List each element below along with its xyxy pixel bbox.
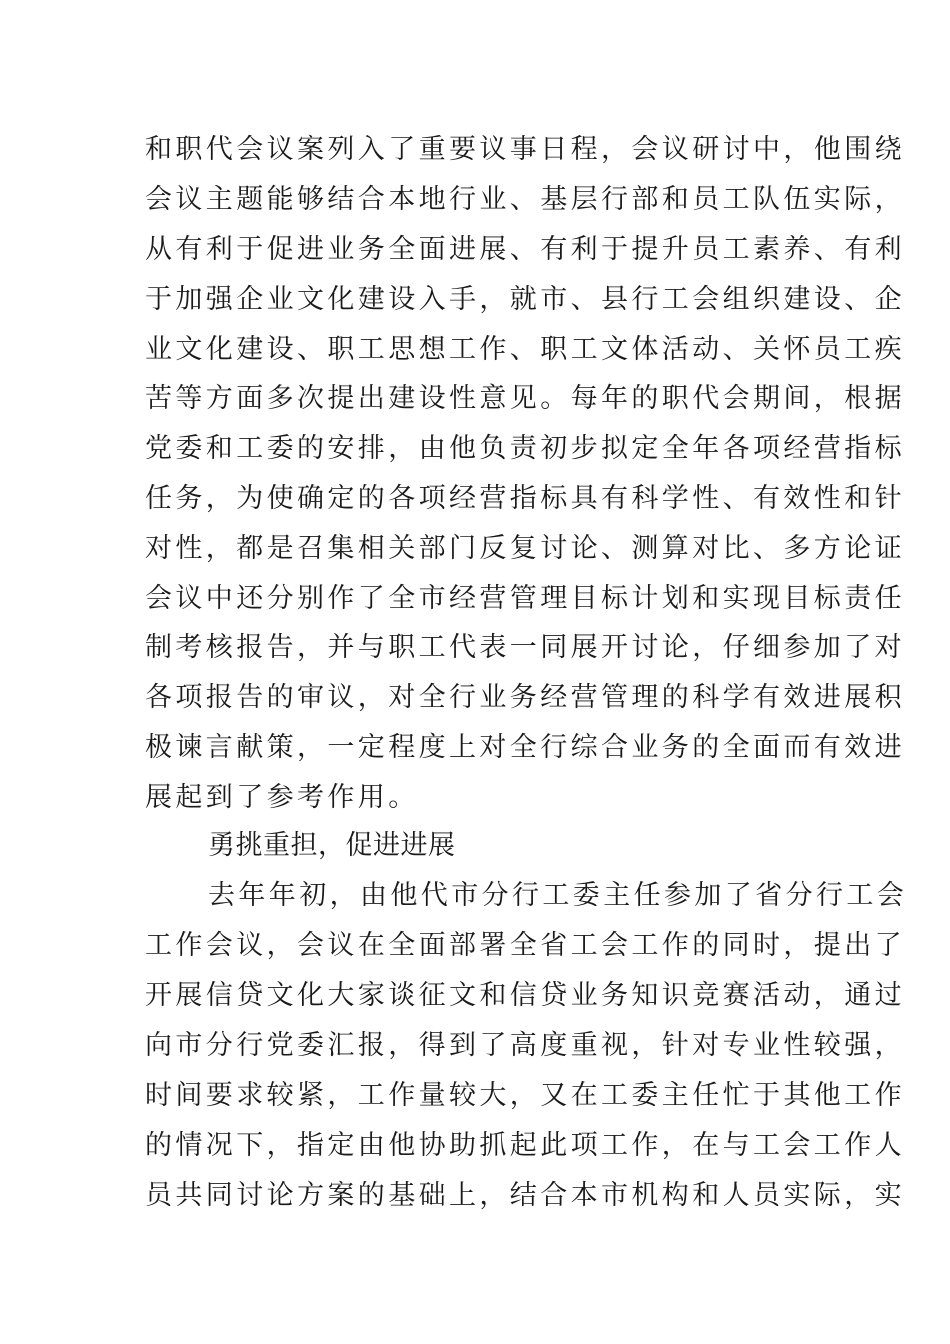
paragraph-line: 时间要求较紧，工作量较大，又在工委主任忙于其他工作 [145,1080,905,1111]
paragraph-line: 向市分行党委汇报，得到了高度重视，针对专业性较强， [145,1030,905,1061]
paragraph-line: 会议中还分别作了全市经营管理目标计划和实现目标责任 [145,583,905,614]
paragraph-line: 各项报告的审议，对全行业务经营管理的科学有效进展积 [145,682,905,713]
paragraph-line: 党委和工委的安排，由他负责初步拟定全年各项经营指标 [145,433,905,464]
paragraph-line: 和职代会议案列入了重要议事日程，会议研讨中，他围绕 [145,134,905,165]
paragraph-line: 任务，为使确定的各项经营指标具有科学性、有效性和针 [145,483,905,514]
paragraph-line: 展起到了参考作用。 [145,782,419,813]
paragraph-line: 对性，都是召集相关部门反复讨论、测算对比、多方论证 [145,533,905,564]
paragraph-line: 苦等方面多次提出建设性意见。每年的职代会期间，根据 [145,383,905,414]
paragraph-line: 会议主题能够结合本地行业、基层行部和员工队伍实际， [145,184,905,215]
paragraph-line: 开展信贷文化大家谈征文和信贷业务知识竞赛活动，通过 [145,980,905,1011]
paragraph-line: 去年年初，由他代市分行工委主任参加了省分行工会 [208,880,908,911]
section-heading: 勇挑重担，促进进展 [208,830,456,861]
paragraph-line: 工作会议，会议在全面部署全省工会工作的同时，提出了 [145,930,905,961]
paragraph-line: 业文化建设、职工思想工作、职工文体活动、关怀员工疾 [145,334,905,365]
paragraph-line: 极谏言献策，一定程度上对全行综合业务的全面而有效进 [145,732,905,763]
paragraph-line: 从有利于促进业务全面进展、有利于提升员工素养、有利 [145,234,905,265]
paragraph-line: 的情况下，指定由他协助抓起此项工作，在与工会工作人 [145,1130,905,1161]
paragraph-line: 于加强企业文化建设入手，就市、县行工会组织建设、企 [145,284,905,315]
paragraph-line: 员共同讨论方案的基础上，结合本市机构和人员实际，实 [145,1180,905,1211]
paragraph-line: 制考核报告，并与职工代表一同展开讨论，仔细参加了对 [145,632,905,663]
